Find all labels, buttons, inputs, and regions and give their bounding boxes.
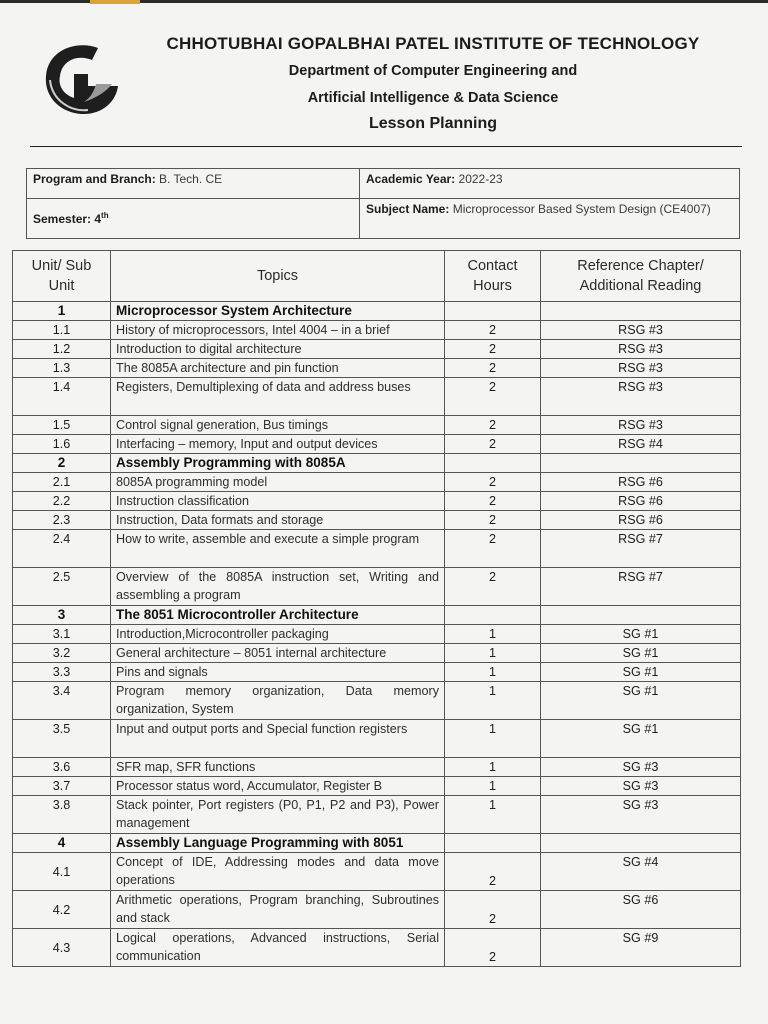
topic-cell: Control signal generation, Bus timings	[111, 416, 445, 435]
reference-cell: SG #3	[541, 758, 741, 777]
reference-cell: SG #1	[541, 644, 741, 663]
unit-number-cell: 1.2	[13, 340, 111, 359]
unit-number-cell: 2.2	[13, 492, 111, 511]
topic-cell: The 8085A architecture and pin function	[111, 359, 445, 378]
reference-cell: SG #3	[541, 777, 741, 796]
table-row	[13, 758, 741, 777]
unit-heading-row	[13, 834, 741, 853]
table-row	[13, 340, 741, 359]
topic-cell: Introduction,Microcontroller packaging	[111, 625, 445, 644]
unit-number-cell: 3.3	[13, 663, 111, 682]
topic-cell: Program memory organization, Data memory organization, System	[111, 682, 445, 720]
semester-suffix: th	[101, 211, 109, 220]
topic-cell: Arithmetic operations, Program branching, Subroutines and stack	[111, 891, 445, 929]
reference-cell: RSG #7	[541, 530, 741, 568]
contact-hours-cell: 2	[445, 568, 541, 606]
table-row	[13, 435, 741, 454]
contact-hours-cell: 1	[445, 682, 541, 720]
column-header-hours: Contact Hours	[445, 251, 541, 302]
contact-hours-cell: 2	[445, 492, 541, 511]
reference-cell: RSG #3	[541, 416, 741, 435]
academic-year-value: 2022-23	[458, 172, 503, 186]
table-row	[13, 568, 741, 606]
contact-hours-cell: 2	[445, 416, 541, 435]
reference-cell	[541, 302, 741, 321]
reference-cell	[541, 606, 741, 625]
reference-cell: SG #9	[541, 929, 741, 967]
unit-heading-row	[13, 606, 741, 625]
unit-number-cell: 3.1	[13, 625, 111, 644]
contact-hours-cell: 1	[445, 625, 541, 644]
contact-hours-cell: 2	[445, 853, 541, 891]
topic-cell: Pins and signals	[111, 663, 445, 682]
table-row	[13, 511, 741, 530]
contact-hours-cell: 2	[445, 511, 541, 530]
topic-cell: Overview of the 8085A instruction set, Writing and assembling a program	[111, 568, 445, 606]
contact-hours-cell: 2	[445, 340, 541, 359]
contact-hours-cell: 1	[445, 758, 541, 777]
reference-cell: RSG #6	[541, 492, 741, 511]
reference-cell: SG #3	[541, 796, 741, 834]
course-info-table	[26, 168, 740, 239]
table-row	[13, 359, 741, 378]
lesson-plan-table	[12, 250, 741, 967]
reference-cell: SG #1	[541, 625, 741, 644]
unit-number-cell: 1.1	[13, 321, 111, 340]
unit-number-cell: 1.4	[13, 378, 111, 416]
reference-cell: SG #4	[541, 853, 741, 891]
program-label: Program and Branch:	[33, 172, 156, 186]
topic-cell: General architecture – 8051 internal architecture	[111, 644, 445, 663]
contact-hours-cell: 2	[445, 378, 541, 416]
unit-heading-row	[13, 454, 741, 473]
unit-number-cell: 2.1	[13, 473, 111, 492]
table-row	[13, 853, 741, 891]
reference-cell: RSG #4	[541, 435, 741, 454]
table-row	[13, 625, 741, 644]
unit-number-cell: 3.6	[13, 758, 111, 777]
unit-number-cell: 3.7	[13, 777, 111, 796]
table-row	[13, 929, 741, 967]
reference-cell: RSG #3	[541, 321, 741, 340]
column-header-topics: Topics	[111, 251, 445, 302]
contact-hours-cell: 2	[445, 929, 541, 967]
subject-cell	[360, 199, 740, 239]
table-row	[13, 777, 741, 796]
topic-cell: Instruction, Data formats and storage	[111, 511, 445, 530]
unit-number-cell: 3.2	[13, 644, 111, 663]
topic-cell: Input and output ports and Special function registers	[111, 720, 445, 758]
reference-cell: RSG #3	[541, 378, 741, 416]
unit-number-cell: 2.3	[13, 511, 111, 530]
contact-hours-cell: 2	[445, 321, 541, 340]
subject-label: Subject Name:	[366, 202, 450, 216]
unit-number-cell: 3.8	[13, 796, 111, 834]
topic-cell: Registers, Demultiplexing of data and address buses	[111, 378, 445, 416]
reference-cell	[541, 834, 741, 853]
contact-hours-cell	[445, 606, 541, 625]
topic-cell: The 8051 Microcontroller Architecture	[111, 606, 445, 625]
contact-hours-cell: 2	[445, 435, 541, 454]
reference-cell: RSG #3	[541, 359, 741, 378]
topic-cell: SFR map, SFR functions	[111, 758, 445, 777]
document-title: Lesson Planning	[368, 115, 497, 132]
unit-number-cell: 1.3	[13, 359, 111, 378]
contact-hours-cell: 1	[445, 777, 541, 796]
semester-cell	[27, 199, 360, 239]
contact-hours-cell: 1	[445, 644, 541, 663]
topic-cell: How to write, assemble and execute a simple program	[111, 530, 445, 568]
program-value: B. Tech. CE	[159, 172, 223, 186]
table-row	[13, 663, 741, 682]
table-row	[13, 473, 741, 492]
department-line-1: Department of Computer Engineering and	[288, 63, 578, 79]
academic-year-cell	[360, 169, 740, 199]
table-row	[13, 644, 741, 663]
unit-number-cell: 3.4	[13, 682, 111, 720]
column-header-unit: Unit/ Sub Unit	[13, 251, 111, 302]
reference-cell: SG #1	[541, 682, 741, 720]
table-row	[13, 492, 741, 511]
reference-cell	[541, 454, 741, 473]
table-row	[13, 378, 741, 416]
table-row	[13, 682, 741, 720]
contact-hours-cell	[445, 454, 541, 473]
semester-label: Semester: 4	[33, 212, 102, 226]
reference-cell: RSG #3	[541, 340, 741, 359]
unit-number-cell: 3.5	[13, 720, 111, 758]
reference-cell: RSG #6	[541, 473, 741, 492]
table-row	[13, 720, 741, 758]
academic-year-label: Academic Year:	[366, 172, 456, 186]
table-row	[13, 796, 741, 834]
program-cell	[27, 169, 360, 199]
reference-cell: RSG #6	[541, 511, 741, 530]
unit-number-cell: 2.4	[13, 530, 111, 568]
topic-cell: Instruction classification	[111, 492, 445, 511]
topic-cell: Interfacing – memory, Input and output devices	[111, 435, 445, 454]
topic-cell: Processor status word, Accumulator, Register B	[111, 777, 445, 796]
topic-cell: Assembly Programming with 8085A	[111, 454, 445, 473]
page-top-accent	[90, 0, 140, 4]
unit-number-cell: 2.5	[13, 568, 111, 606]
unit-heading-row	[13, 302, 741, 321]
institute-logo-icon	[40, 40, 124, 118]
topic-cell: Assembly Language Programming with 8051	[111, 834, 445, 853]
unit-number-cell: 4	[13, 834, 111, 853]
contact-hours-cell: 2	[445, 891, 541, 929]
contact-hours-cell: 2	[445, 530, 541, 568]
unit-number-cell: 1.5	[13, 416, 111, 435]
unit-number-cell: 1	[13, 302, 111, 321]
table-row	[13, 891, 741, 929]
reference-cell: RSG #7	[541, 568, 741, 606]
contact-hours-cell: 1	[445, 663, 541, 682]
table-row	[13, 416, 741, 435]
column-header-reference: Reference Chapter/ Additional Reading	[541, 251, 741, 302]
lesson-plan-rows	[13, 302, 741, 967]
contact-hours-cell	[445, 302, 541, 321]
unit-number-cell: 4.1	[13, 853, 111, 891]
reference-cell: SG #1	[541, 663, 741, 682]
header-divider	[30, 146, 742, 147]
institute-name: CHHOTUBHAI GOPALBHAI PATEL INSTITUTE OF TECHNOLOGY	[166, 34, 700, 53]
unit-number-cell: 2	[13, 454, 111, 473]
unit-number-cell: 1.6	[13, 435, 111, 454]
reference-cell: SG #1	[541, 720, 741, 758]
unit-number-cell: 4.3	[13, 929, 111, 967]
contact-hours-cell: 1	[445, 796, 541, 834]
table-row	[13, 321, 741, 340]
contact-hours-cell: 2	[445, 359, 541, 378]
topic-cell: History of microprocessors, Intel 4004 – in a brief	[111, 321, 445, 340]
topic-cell: Logical operations, Advanced instructions, Serial communication	[111, 929, 445, 967]
topic-cell: Stack pointer, Port registers (P0, P1, P2 and P3), Power management	[111, 796, 445, 834]
unit-number-cell: 3	[13, 606, 111, 625]
unit-number-cell: 4.2	[13, 891, 111, 929]
topic-cell: Concept of IDE, Addressing modes and data move operations	[111, 853, 445, 891]
contact-hours-cell: 2	[445, 473, 541, 492]
topic-cell: Introduction to digital architecture	[111, 340, 445, 359]
department-line-2: Artificial Intelligence & Data Science	[307, 90, 559, 106]
reference-cell: SG #6	[541, 891, 741, 929]
topic-cell: Microprocessor System Architecture	[111, 302, 445, 321]
table-row	[13, 530, 741, 568]
contact-hours-cell	[445, 834, 541, 853]
contact-hours-cell: 1	[445, 720, 541, 758]
topic-cell: 8085A programming model	[111, 473, 445, 492]
subject-value: Microprocessor Based System Design (CE4007)	[452, 202, 711, 216]
